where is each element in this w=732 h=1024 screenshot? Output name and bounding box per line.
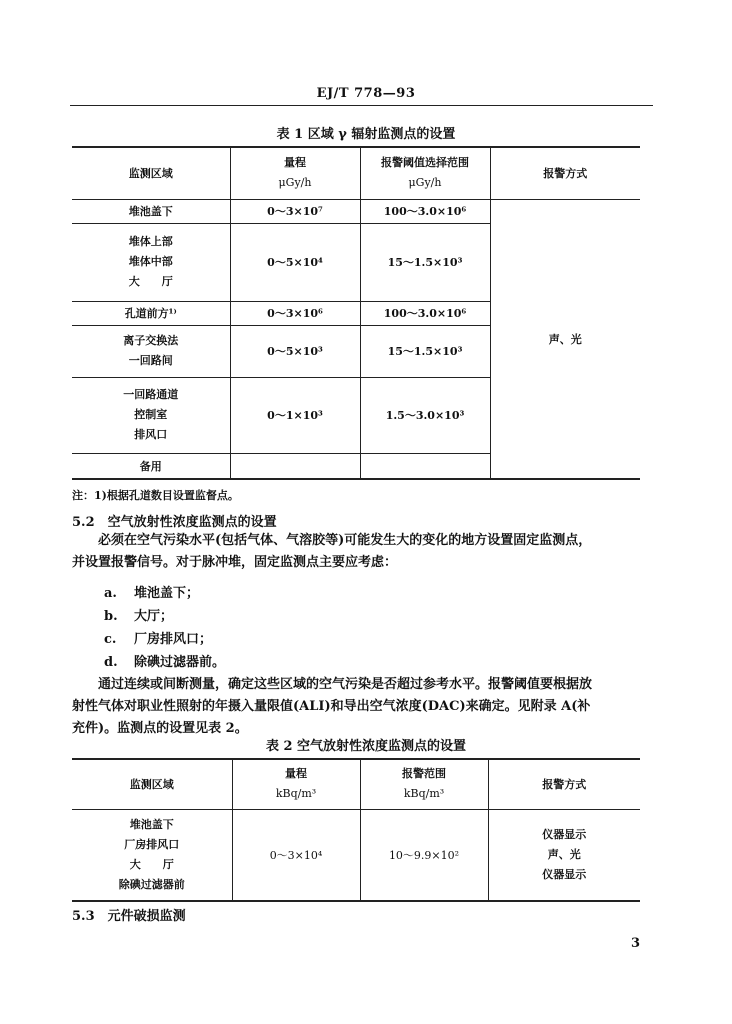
table1-threshold-cell: 1.5～3.0×10³: [360, 377, 490, 453]
header-rule: [70, 105, 653, 106]
table2-range-cell: 0～3×10⁴: [232, 809, 360, 901]
table1-caption: 表 1 区域 γ 辐射监测点的设置: [276, 127, 456, 142]
table1-range-cell: 0～3×10⁷: [230, 199, 360, 223]
table-row: [72, 809, 640, 901]
table1-threshold-cell: 15～1.5×10³: [360, 325, 490, 377]
table2-header-alarm: 报警方式: [488, 759, 640, 809]
table1-region-cell: 堆池盖下: [72, 199, 230, 223]
table-row: [72, 199, 640, 223]
list-item: b. 大厅；: [104, 609, 174, 624]
table2-header-region: 监测区域: [72, 759, 232, 809]
table1-header-region: 监测区域: [72, 147, 230, 199]
list-item: d. 除碘过滤器前。: [104, 655, 226, 670]
table1-region-cell: 孔道前方¹⁾: [72, 301, 230, 325]
table2-header-range: 量程 kBq/m³: [232, 759, 360, 809]
section-5-2-paragraph-1: 必须在空气污染水平(包括气体、气溶胶等)可能发生大的变化的地方设置固定监测点， 并设置报警信号。对于脉冲堆，固定监测点主要应考虑：: [72, 533, 592, 570]
section-5-2-title: 5.2 空气放射性浓度监测点的设置: [72, 515, 277, 530]
table2-region-cell: 堆池盖下 厂房排风口 大 厅 除碘过滤器前: [72, 809, 232, 901]
list-item: c. 厂房排风口；: [104, 632, 213, 647]
table2-alarm-range-cell: 10～9.9×10²: [360, 809, 488, 901]
table1-header-threshold: 报警阈值选择范围 μGy/h: [360, 147, 490, 199]
table1-region-cell: 堆体上部 堆体中部 大 厅: [72, 223, 230, 301]
section-5-3-title: 5.3 元件破损监测: [72, 909, 186, 924]
table1-range-cell: [230, 453, 360, 479]
table1-region-cell: 备用: [72, 453, 230, 479]
table1-threshold-cell: [360, 453, 490, 479]
table1-region-cell: 一回路通道 控制室 排风口: [72, 377, 230, 453]
table1-threshold-cell: 100～3.0×10⁶: [360, 301, 490, 325]
table1-alarm-cell: 声、光: [490, 199, 640, 479]
table2-caption: 表 2 空气放射性浓度监测点的设置: [265, 739, 467, 754]
section-5-2-paragraph-2: 通过连续或间断测量，确定这些区域的空气污染是否超过参考水平。报警阈值要根据放 射性气体对职业性照射的年摄入量限值(ALI)和导出空气浓度(DAC)来确定。见附录 A(补 充件)。监测点的设置见表 2。: [72, 677, 593, 736]
table1-range-cell: 0～5×10³: [230, 325, 360, 377]
table1-threshold-cell: 100～3.0×10⁶: [360, 199, 490, 223]
page-number: 3: [630, 936, 640, 951]
table2: [72, 758, 640, 902]
table1-range-cell: 0～1×10³: [230, 377, 360, 453]
table1-header-alarm: 报警方式: [490, 147, 640, 199]
document-code: EJ/T 778—93: [316, 86, 416, 101]
table1-range-cell: 0～3×10⁶: [230, 301, 360, 325]
table2-alarm-cell: 仪器显示 声、光 仪器显示: [488, 809, 640, 901]
table1-header-range: 量程 μGy/h: [230, 147, 360, 199]
table1-note: 注：1)根据孔道数目设置监督点。: [72, 489, 239, 502]
table1-threshold-cell: 15～1.5×10³: [360, 223, 490, 301]
list-item: a. 堆池盖下；: [104, 586, 200, 601]
table1: [72, 146, 640, 480]
table1-region-cell: 离子交换法 一回路间: [72, 325, 230, 377]
table1-range-cell: 0～5×10⁴: [230, 223, 360, 301]
table2-header-alarm-range: 报警范围 kBq/m³: [360, 759, 488, 809]
